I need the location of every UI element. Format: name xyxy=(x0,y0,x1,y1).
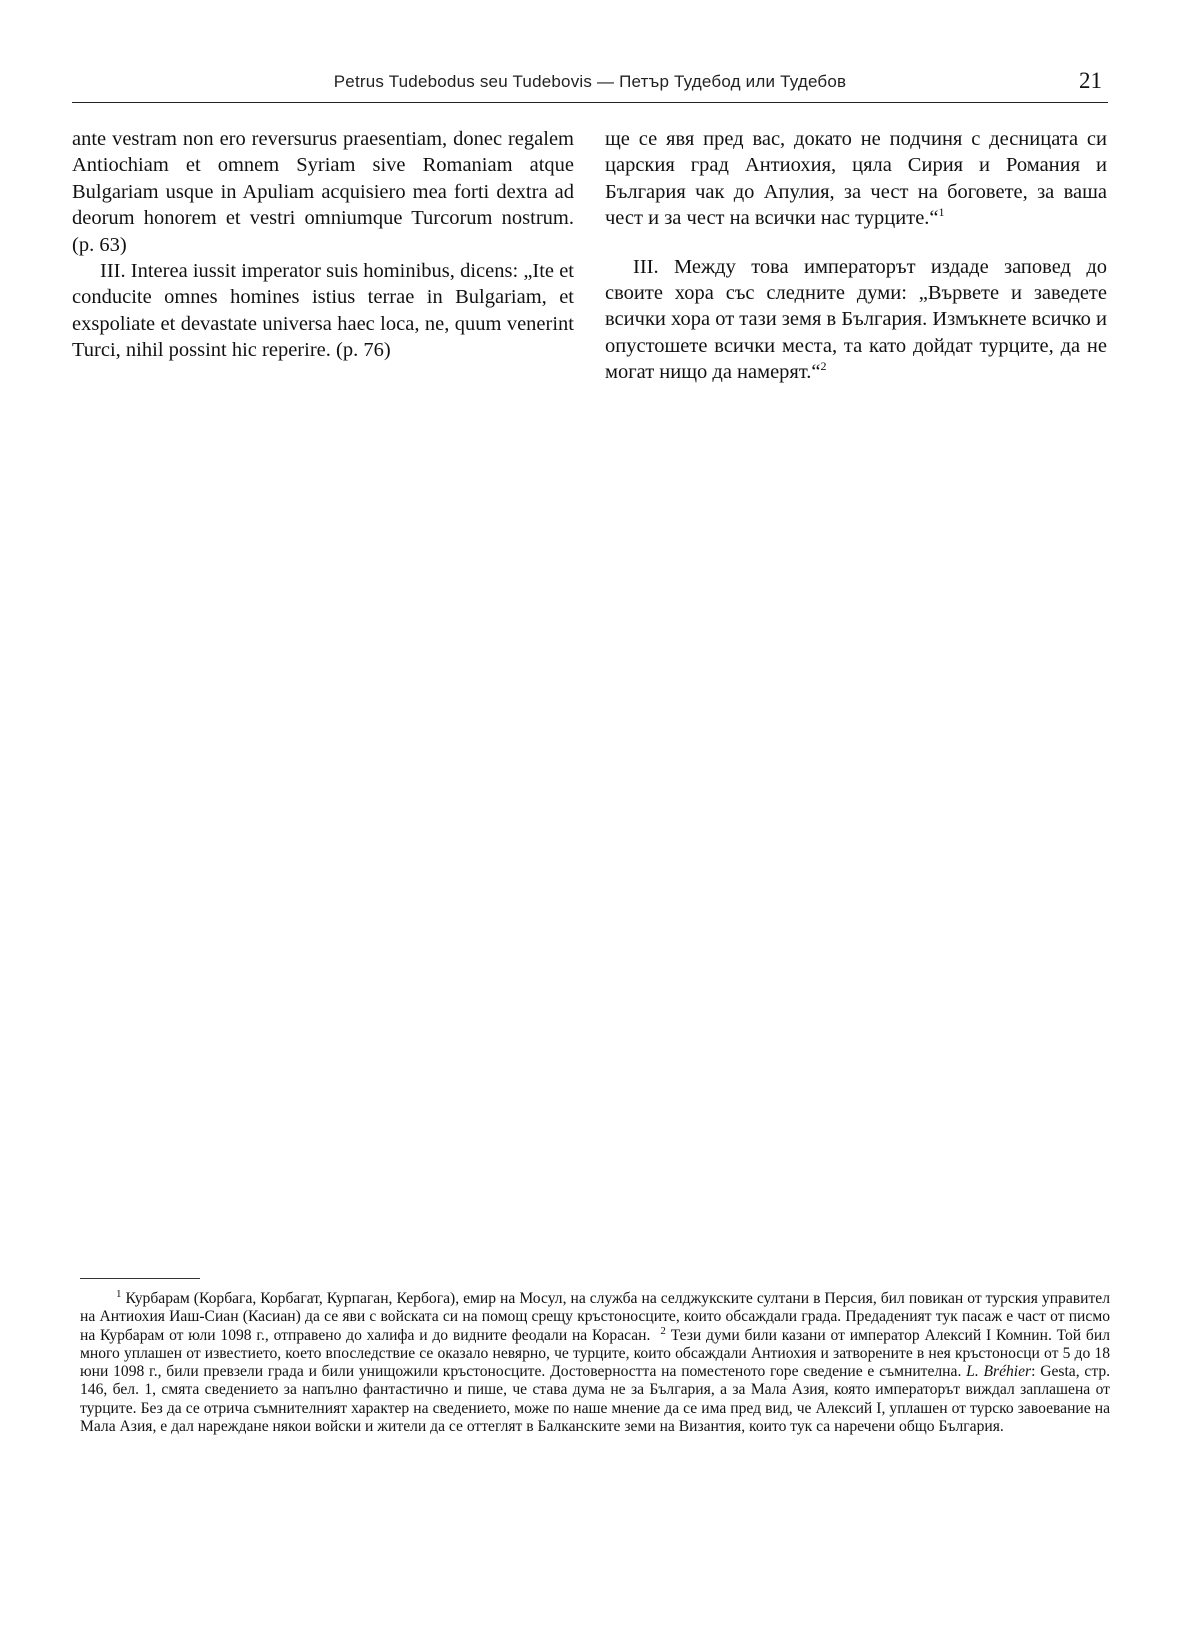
running-header xyxy=(72,66,1108,103)
footnote-2-text: Тези думи били казани от император Алексий I Комнин. Той бил много уплашен от известието, което впоследствие се оказало невярно, че турците, които обсаждали Антиохия и затворените в нея кръстоносци от 5 до 18 юни 1098 г., били превзели града и били унищожили кръстоносците. Достоверността на поместеното горе сведение е съмнителна. xyxy=(80,1326,1110,1381)
bulgarian-paragraph-1 xyxy=(605,126,1107,232)
footnote-marker: 1 xyxy=(116,1288,122,1300)
latin-paragraph-2-text: III. Interea iussit imperator suis hominibus, dicens: „Ite et conducite omnes homines istius terrae in Bulgariam, et exspoliate et devastate universa haec loca, ne, quum venerint Turci, nihil possint hic reperire. xyxy=(72,260,574,362)
footnote-marker: 2 xyxy=(660,1324,666,1337)
latin-paragraph-1 xyxy=(72,126,574,258)
latin-page-reference: (p. 63) xyxy=(72,233,127,256)
footnote-separator xyxy=(80,1278,200,1279)
footnote-2-continuation: : Gesta, стр. 146, бел. 1, смята сведението за напълно фантастично и пише, че става дума не за България, а за Мала Азия, която императорът виждал заплашена от турците. Без да се отрича съмнителният характер на сведението, може по наше мнение да се има пред вид, че Алексий I, уплашен от турско завоевание на Мала Азия, е дал нареждане някои войски и жители да се оттеглят в Балканските земи на Византия, които тук са наречени общо България. xyxy=(80,1363,1111,1436)
cited-author: L. Bréhier xyxy=(966,1363,1032,1381)
page-number: 21 xyxy=(1079,68,1102,93)
latin-column xyxy=(72,126,574,364)
footnote-1-text: Курбарам (Корбага, Корбагат, Курпаган, Кербога), емир на Мосул, на служба на селджукските султани в Персия, бил повикан от турския управител на Антиохия Иаш-Сиан (Касиан) да се яви с войската си на помощ срещу кръстоносците, които обсаждали града. Предаденият тук пасаж е част от писмо на Курбарам от юли 1098 г., отправено до халифа и до видните феодали на Корасан. xyxy=(80,1290,1110,1344)
running-title: Petrus Tudebodus seu Tudebovis — Петър Тудебод или Тудебов xyxy=(333,72,847,91)
bulgarian-paragraph-2 xyxy=(605,254,1107,386)
footnote-block xyxy=(80,1290,1110,1436)
bulgarian-column xyxy=(605,126,1107,386)
latin-page-reference: (p. 76) xyxy=(336,339,391,362)
latin-paragraph-1-text: ante vestram non ero reversurus praesentiam, donec regalem Antiochiam et omnem Syriam sive Romaniam atque Bulgariam usque in Apuliam acquisiero mea forti dextra ad deorum honorem et vestri omniumque Turcorum nostrum. xyxy=(72,128,574,230)
footnotes xyxy=(80,1290,1110,1436)
footnote-reference[interactable]: 1 xyxy=(938,205,945,220)
bulgarian-paragraph-2-text: III. Между това императорът издаде заповед до своите хора със следните думи: „Вървете и заведете всички хора от тази земя в България. Измъкнете всичко и опустошете всички места, та като дойдат турците, да не могат нищо да намерят.“ xyxy=(605,255,1107,384)
footnote-reference[interactable]: 2 xyxy=(820,359,827,374)
bulgarian-paragraph-1-text: ще се явя пред вас, докато не подчиня с десницата си царския град Антиохия, цяла Сирия и Романия и България чак до Апулия, за чест на боговете, за ваша чест и за чест на всички нас турците.“ xyxy=(605,128,1107,230)
latin-paragraph-2 xyxy=(72,258,574,364)
